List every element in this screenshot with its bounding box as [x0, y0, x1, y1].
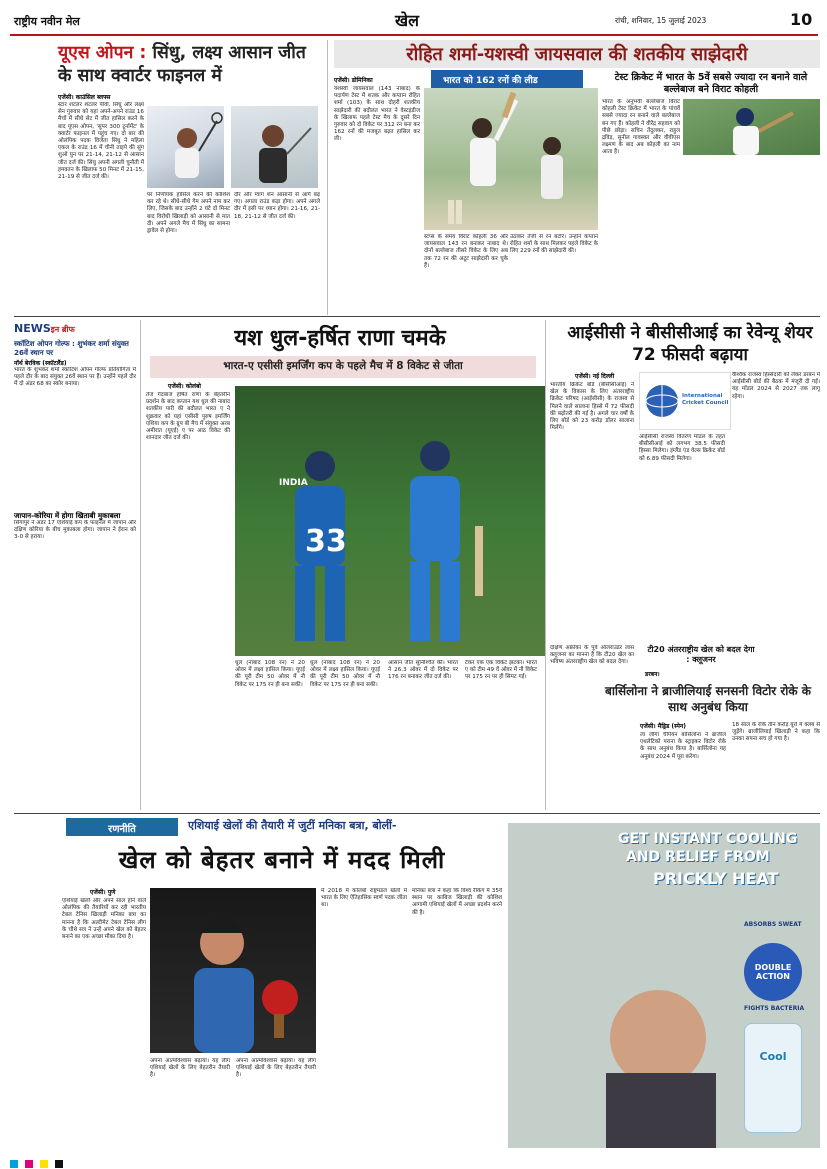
article6-kicker: एशियाई खेलों की तैयारी में जुटीं मनिका बत्रा, बोलीं- [188, 819, 397, 832]
article1-headline-rest: सिंधु, लक्ष्य आसान जीत के साथ क्वार्टर फाइनल में [58, 43, 306, 86]
klusener-inset-byline: डरबन। [645, 671, 660, 678]
article6-col2: अपना आत्मविश्वास बढ़ाया। यह लीग एशियाई खेलों के लिए बेहतरीन तैयारी है। [150, 1058, 230, 1079]
yash-dhull-photo [235, 386, 545, 656]
section-name: खेल [395, 11, 419, 30]
article1-col2: पर निर्णायक हासिल करने की कोशिश कर रहे थे। सीधे-सीधे गेम अपने नाम कर लिए, जिसके बाद उन्होंने 2 घंटे दो मिनट बाद विरोधी खिलाड़ी को आसानी से मात दी। अपने अगले मैच में सिंधु का सामना ड्रावेल से होगा। [147, 192, 230, 235]
yellow-swatch [40, 1160, 48, 1168]
badminton-player-figure [147, 106, 224, 188]
article1-col1: स्टार शटलर शटलर पीवी. सिंधु और लक्ष्य सेन गुरुवार को यहां अपने-अपने राउंड 16 मैचों में सीधे सेट में जीत हासिल करने के बाद यूएस ओपन, 'सुपर 300 टूर्नामेंट' के क्वार्टर फाइनल में पहुंच गए। दो बार की ओलंपिक पदक विजेता सिंधु ने महिला एकल के राउंड 16 में चीनी ताइपे की सुंग शुओ युन पर 21-14, 21-12 से आसान जीत दर्ज की। सिंधु अपनी अगली चुनौती में हमवतन के खिलाफ 50 मिनट में 21-15, 21-19 से जीत दर्ज की। [58, 102, 144, 181]
black-swatch [55, 1160, 63, 1168]
section-divider-2 [14, 813, 820, 814]
kohli-photo [683, 99, 820, 155]
magenta-swatch [25, 1160, 33, 1168]
article5-col1: ला लीगा चैंपियन बार्सिलोना ने ब्राजील एथलेटिको पराना के स्ट्राइकर विटोर रोके के साथ अनुबंध किया है। बार्सिलोना यह अनुबंध 2024 में पूरा करेगा। [640, 732, 726, 760]
icc-logo [639, 372, 731, 430]
article2-byline: एजेंसी। डोमिनिका [334, 77, 373, 84]
date-line: रांची, शनिवार, 15 जुलाई 2023 [615, 16, 707, 25]
article2-col1: यशस्वी जायसवाल (143 नाबाद) के पदार्पण टेस्ट में शतक और कप्तान रोहित शर्मा (103) के साथ दोहरी शतकीय साझेदारी की बदौलत भारत ने वेस्टइंडीज के खिलाफ पहले टेस्ट मैच के दूसरे दिन गुरुवार को दो विकेट पर 312 रन बना कर 162 रनों की मजबूत बढ़त हासिल कर ली। [334, 86, 420, 143]
article4-byline: एजेंसी। नई दिल्ली [575, 373, 615, 380]
article3-col2b: धुल (नाबाद 108 रन) ने 20 ओवर में लक्ष्य हासिल किया। यूएई की पूरी टीम 50 ओवर में नौ विकेट पर 175 रन ही बना सकी। [310, 660, 380, 688]
article6-col3: में 2018 में कोलंबो राष्ट्रमंडल खेलों में भारत के लिए ऐतिहासिक स्वर्ण पदक जीता था। [321, 888, 407, 909]
cricketer-figures [424, 88, 598, 230]
article5-col2: 18 साल के रोके तीन करोड़ यूरो में क्लब से जुड़ेंगे। ब्राजीलियाई खिलाड़ी ने कहा कि उनका सपना सच हो गया है। [732, 722, 820, 743]
batsman-figure [683, 99, 820, 155]
article4-col2: आईसीसी राजस्व वितरण मॉडल के तहत बीसीसीआई को लगभग 38.5 फीसदी हिस्सा मिलेगा। इंग्लैंड एंड वेल्स क्रिकेट बोर्ड को 6.89 फीसदी मिलेगा। [639, 434, 725, 462]
article6-col4: मनिका बत्रा ने कहा कि विश्व रैंकिंग में 35वें स्थान पर काबिज खिलाड़ी की कोशिश आगामी एशियाई खेलों में अच्छा प्रदर्शन करने की है। [412, 888, 502, 916]
article6-col2b: अपना आत्मविश्वास बढ़ाया। यह लीग एशियाई खेलों के लिए बेहतरीन तैयारी है। [236, 1058, 316, 1079]
article2-headline: रोहित शर्मा-यशस्वी जायसवाल की शतकीय साझेदारी [334, 40, 820, 68]
article5-headline: बार्सिलोना ने ब्राजीलियाई सनसनी विटोर रोके के साथ अनुबंध किया [604, 684, 812, 714]
powder-brand: Cool [759, 1050, 787, 1063]
klusener-inset-headline: टी20 अंतरराष्ट्रीय खेल को बदल देगा : क्लूजनर [647, 645, 755, 664]
article3-col1: तेज गेंदबाज हर्षित राणा के बेहतरीन प्रदर्शन के बाद कप्तान यश धुल की नाबाद शतकीय पारी की बदौलत भारत ए ने शुक्रवार को यहां एसीसी पुरुष इमर्जिंग एशिया कप के ग्रुप बी मैच में संयुक्त अरब अमीरात (यूएई) ए पर आठ विकेट की शानदार जीत दर्ज की। [146, 392, 230, 442]
print-color-bar [10, 1153, 818, 1161]
article3-col2: धुल (नाबाद 108 रन) ने 20 ओवर में लक्ष्य हासिल किया। यूएई की पूरी टीम 50 ओवर में नौ विकेट पर 175 रन ही बना सकी। [235, 660, 305, 688]
klusener-inset-body: दक्षिण अफ्रीका के पूर्व ऑलराउंडर लांस क्लूजनर का मानना है कि टी20 खेल का भविष्य अंतरराष्ट्रीय खेल को बदल देगा। [550, 645, 634, 666]
ad-headline-1: GET INSTANT COOLING [618, 831, 798, 847]
article6-headline: खेल को बेहतर बनाने में मदद मिली [118, 846, 446, 874]
article3-col3: आसान जीत सुनिश्चित की। भारत ने 26.3 ओवर में दो विकेट पर 176 रन बनाकर जीत दर्ज की। [388, 660, 458, 681]
article1-headline [58, 42, 320, 88]
badminton-player-figure-2 [231, 106, 318, 188]
newspaper-name: राष्ट्रीय नवीन मेल [14, 15, 80, 28]
brief2-headline: जापान-कोरिया में होगा खिताबी मुकाबला [14, 511, 121, 520]
article4-headline: आईसीसी ने बीसीसीआई का रेवेन्यू शेयर 72 फीसदी बढ़ाया [567, 323, 813, 365]
article4-col3: वैश्विक राजस्व हिस्सेदारी को लेकर डरबन में आईसीसी बोर्ड की बैठक में मंजूरी दी गई। यह मॉडल 2024 से 2027 तक लागू रहेगा। [732, 372, 820, 400]
lakshya-photo [231, 106, 318, 188]
article3-headline: यश धुल-हर्षित राणा चमके [234, 326, 446, 351]
news-label: NEWS [14, 322, 51, 335]
article5-byline: एजेंसी। मैड्रिड (स्पेन) [640, 723, 686, 730]
jaiswal-celebration-photo [424, 88, 598, 230]
news-in-brief-flag [14, 322, 75, 335]
article1-byline: एजेंसी। काउंसिल ब्लफ्स [58, 94, 111, 101]
powder-bottle [744, 1023, 802, 1133]
svg-text:33: 33 [305, 524, 347, 559]
two-batsmen-figures [235, 386, 545, 656]
article3-subheadline: भारत-ए एसीसी इमर्जिंग कप के पहले मैच में 8 विकेट से जीता [150, 356, 536, 378]
column-divider [327, 40, 328, 315]
ad-headline-3: PRICKLY HEAT [653, 869, 779, 888]
article3-col4: टेकर एक एक विकेट झटका। भारत ए को टीम 49 वें ओवर में नौ विकेट पर 175 रन पर ही सिमट गई। [465, 660, 537, 681]
article6-tag: रणनीति [66, 818, 178, 836]
brief2-body: सिंगापुर ने अंडर 17 एशियाई कप के फाइनल में जापान और दक्षिण कोरिया के बीच मुकाबला होगा। जापान ने ईरान को 3-0 से हराया। [14, 520, 136, 541]
page-number: 10 [790, 10, 813, 29]
cyan-swatch [10, 1160, 18, 1168]
column-divider [140, 320, 141, 810]
article2-col3: उठाकर तेजी से रन बटोरे। उन्होंने कप्तान रोहित शर्मा के साथ मिलकर पहले विकेट के लिए 229 रनों की साझेदारी की। [510, 234, 598, 255]
ad-badge-absorbs: ABSORBS SWEAT [744, 921, 802, 928]
article2-col2: स्टंप्स के समय विराट कोहली 36 और जायसवाल 143 रन बनाकर नाबाद थे। दोनों बल्लेबाज तीसरे विकेट के लिए अब तक 72 रन की अटूट साझेदारी कर चुके हैं। [424, 234, 508, 269]
masthead [10, 6, 818, 36]
icc-logo-text: International Cricket Council [682, 393, 729, 406]
brief1-body: भारत के शुभंकर शर्मा स्कॉटिश ओपन गोल्फ प्रतियोगिता में पहले दौर के बाद संयुक्त 26वें स्थान पर हैं। उन्होंने पहले दौर में दो अंडर 68 का स्कोर बनाया। [14, 367, 136, 388]
article6-byline: एजेंसी। पुणे [90, 889, 116, 896]
article3-byline: एजेंसी। कोलंबो [168, 383, 201, 390]
article2-lead-banner: भारत को 162 रनों की लीड [431, 70, 583, 88]
brief1-byline: नॉर्थ बेरविक (स्कॉटलैंड) [14, 360, 67, 367]
jersey-name: INDIA [279, 478, 308, 488]
manika-batra-photo [150, 888, 316, 1053]
prickly-heat-powder-ad[interactable] [508, 823, 820, 1148]
column-divider [545, 320, 546, 810]
article6-col1: एशियाई खेलों और अपने साल होने वाले ओलंपिक की तैयारियों कर रही भारतीय टेबल टेनिस खिलाड़ी मनिका बत्रा का मानना है कि अल्टीमेट टेबल टेनिस लीग के चौथे सत्र ने उन्हें अपने खेल को बेहतर बनाने का एक अच्छा मौका दिया है। [62, 898, 146, 941]
article4-col1: भारतीय क्रिकेट बोर्ड (बीसीसीआई) ने खेल के विकास के लिए अंतरराष्ट्रीय क्रिकेट परिषद (आईसीसी) के राजस्व से मिलने वाले सालाना हिस्से में 72 फीसदी की बढ़ोतरी की गई है। अगले चार वर्षों के लिए बोर्ड को 23 करोड़ डॉलर सालाना मिलेंगे। [550, 382, 634, 432]
section-divider [14, 316, 820, 317]
article1-headline-accent: यूएस ओपन : [58, 43, 147, 63]
ad-headline-2: AND RELIEF FROM [626, 849, 770, 865]
brief1-headline: स्कॉटिश ओपन गोल्फ : शुभंकर शर्मा संयुक्त 26वें स्थान पर [14, 339, 129, 357]
ad-double-action-badge: DOUBLE ACTION [744, 943, 802, 1001]
brief-label: इन ब्रीफ [50, 325, 75, 334]
table-tennis-player-figure [150, 888, 316, 1053]
article2-col4: भारत के अनुभवी बल्लेबाज विराट कोहली टेस्ट क्रिकेट में भारत के पांचवें सबसे ज्यादा रन बनाने वाले बल्लेबाज बन गए हैं। कोहली ने वीरेंद्र सहवाग को पीछे छोड़ा। सचिन तेंदुलकर, राहुल द्रविड़, सुनील गावस्कर और वीवीएस लक्ष्मण के बाद अब कोहली का नाम आता है। [602, 99, 680, 156]
article1-col3: दौर और ग्वांग शेन आसानी से आगे बढ़ गए। अगला राउंड कड़ा होगा। अपने अगले दौर में इसी पर ध्यान होगा। 21-16, 21-18, 21-12 से जीत दर्ज की। [234, 192, 320, 220]
article2-subheadline: टेस्ट क्रिकेट में भारत के 5वें सबसे ज्यादा रन बनाने वाले बल्लेबाज बने विराट कोहली [614, 72, 808, 95]
sindhu-photo [147, 106, 224, 188]
news-brief-column [14, 337, 136, 822]
ad-badge-bacteria: FIGHTS BACTERIA [744, 1005, 805, 1012]
